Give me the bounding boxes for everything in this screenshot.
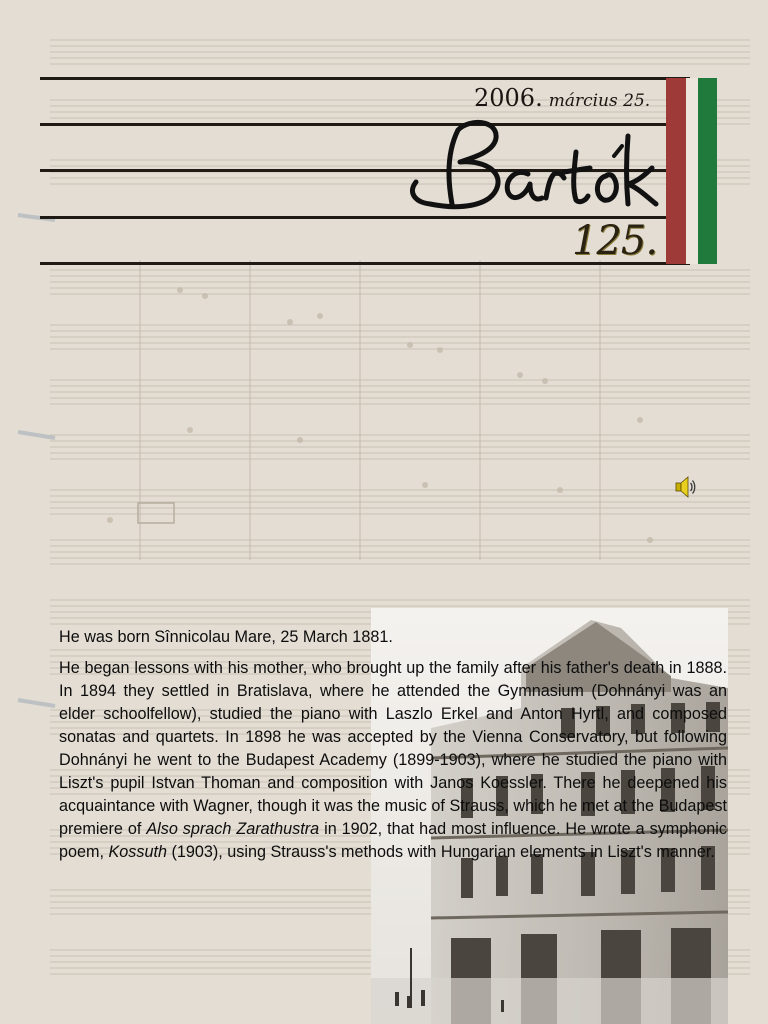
bio-part-3: (1903), using Strauss's methods with Hungarian elements in Liszt's manner.	[167, 843, 715, 861]
biography-text	[59, 626, 727, 872]
birth-sentence: He was born Sînnicolau Mare, 25 March 1881.	[59, 628, 393, 646]
date-year: 2006.	[474, 84, 543, 112]
staff-line	[40, 77, 690, 80]
anniversary-number: 125.	[572, 218, 658, 264]
work-title-zarathustra: Also sprach Zarathustra	[146, 820, 320, 838]
flag-stripe-white	[686, 78, 698, 264]
bio-part-1: He began lessons with his mother, who brought up the family after his father's death in 1888. In 1894 they settled in Bratislava, where he attended the Gymnasium (Dohnányi was an elder schoolfellow), studied the piano with Laszlo Erkel and Anton Hyrtl, and composed sonatas and quartets. In 1898 he was accepted by the Vienna Conservatory, but following Dohnányi he went to the Budapest Academy (1899-1903), where he studied the piano with Liszt's pupil Istvan Thoman and composition with Janos Koessler. There he deepened his acquaintance with Wagner, though it was the music of Strauss, which he met at the Budapest premiere of	[59, 659, 727, 838]
event-date	[474, 84, 674, 112]
biography-paragraph	[59, 657, 727, 864]
work-title-kossuth: Kossuth	[108, 843, 167, 861]
flag-stripe-green	[698, 78, 717, 264]
bio-part-2: in 1902, that had most influence. He wrote a symphonic poem,	[59, 820, 727, 861]
speaker-icon[interactable]	[674, 474, 696, 500]
date-day-month: március 25.	[548, 91, 651, 111]
bartok-signature-logo	[400, 112, 662, 220]
